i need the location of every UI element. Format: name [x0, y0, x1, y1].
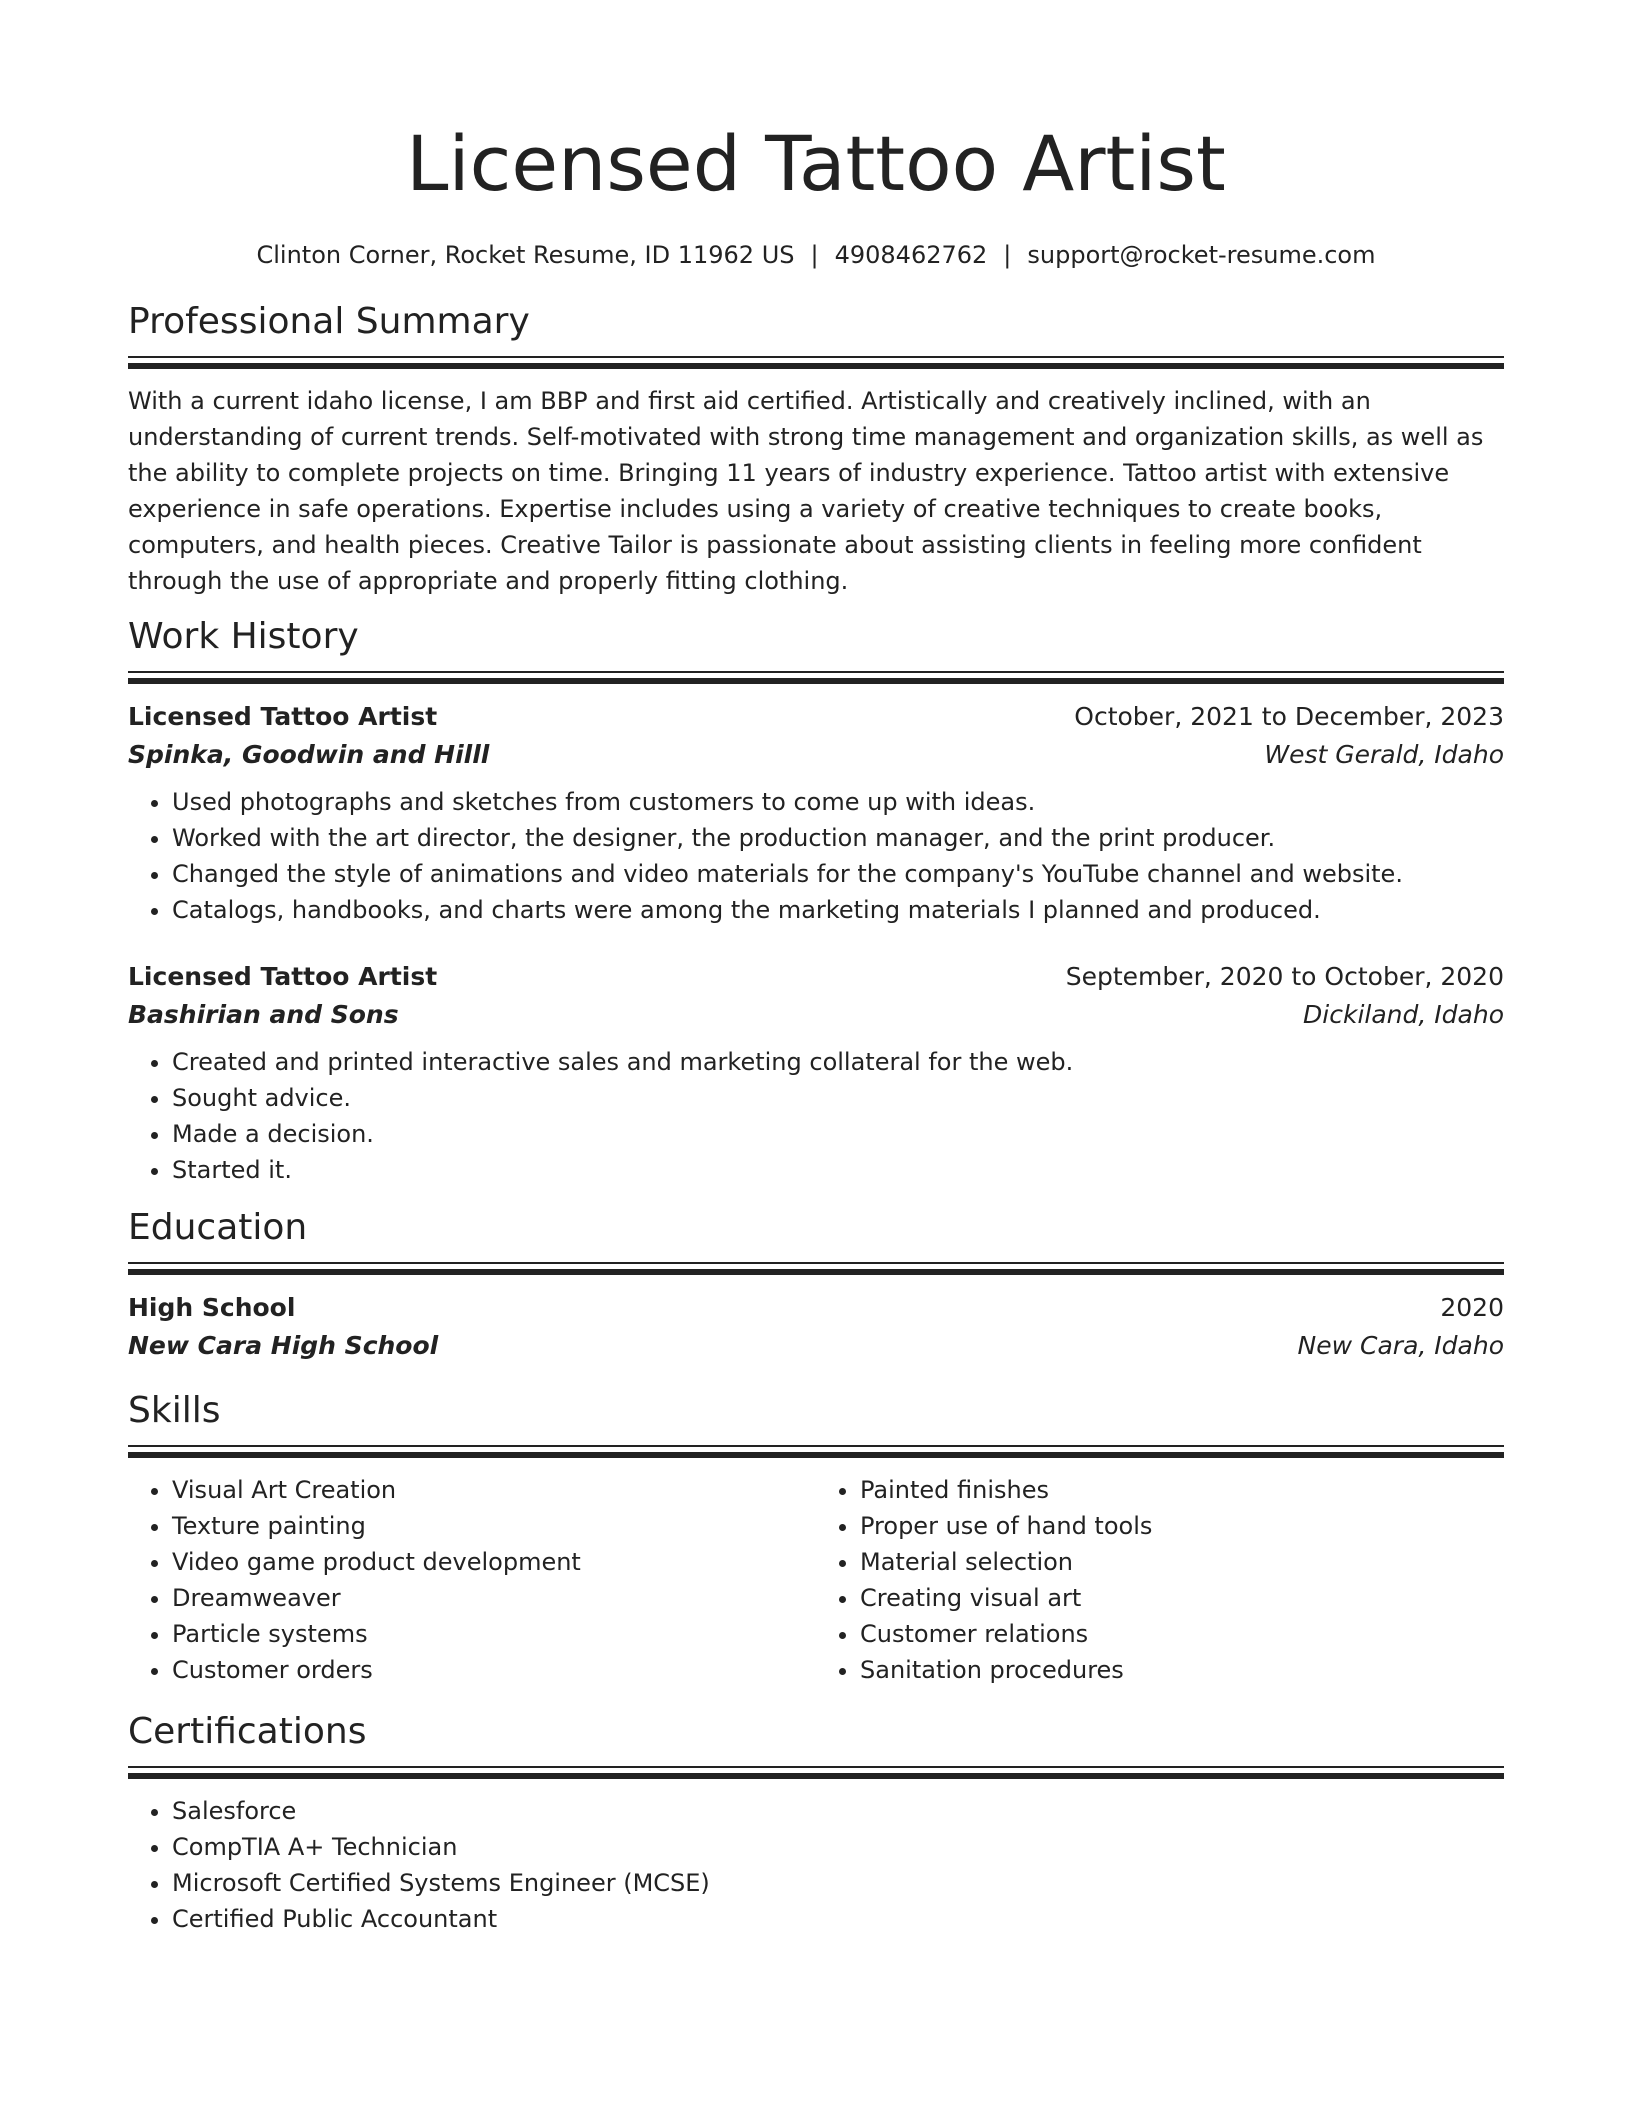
contact-line: [128, 238, 1504, 272]
contact-address: Clinton Corner, Rocket Resume, ID 11962 US: [256, 241, 795, 269]
section-divider: [128, 363, 1504, 369]
work-heading: Work History: [128, 616, 359, 657]
certifications-heading: Certifications: [128, 1711, 367, 1752]
list-item: • Made a decision.: [172, 1116, 1504, 1152]
job-entry: [128, 698, 1504, 928]
skill-item: • Painted finishes: [860, 1472, 1504, 1508]
job-header-row: [128, 698, 1504, 736]
certification-item: • CompTIA A+ Technician: [172, 1829, 1504, 1865]
education-year: 2020: [1440, 1293, 1504, 1322]
skill-item: • Creating visual art: [860, 1580, 1504, 1616]
list-item: • Used photographs and sketches from customers to come up with ideas.: [172, 784, 1504, 820]
certification-item: • Salesforce: [172, 1793, 1504, 1829]
skill-item: • Proper use of hand tools: [860, 1508, 1504, 1544]
education-school: New Cara High School: [128, 1331, 439, 1360]
list-item: • Changed the style of animations and video materials for the company's YouTube channel and website.: [172, 856, 1504, 892]
summary-heading: Professional Summary: [128, 301, 530, 342]
certification-item: • Microsoft Certified Systems Engineer (MCSE): [172, 1865, 1504, 1901]
list-item: • Catalogs, handbooks, and charts were among the marketing materials I planned and produced.: [172, 892, 1504, 928]
education-location: New Cara, Idaho: [1297, 1331, 1504, 1360]
contact-separator: |: [1003, 241, 1012, 269]
skills-section: [128, 1389, 1504, 1688]
section-divider: [128, 1269, 1504, 1275]
job-bullets: [128, 784, 1504, 928]
job-company: Bashirian and Sons: [128, 1000, 399, 1029]
list-item: • Worked with the art director, the designer, the production manager, and the print producer.: [172, 820, 1504, 856]
education-heading: Education: [128, 1207, 308, 1248]
skill-item: • Customer relations: [860, 1616, 1504, 1652]
skill-item: • Dreamweaver: [172, 1580, 816, 1616]
section-divider: [128, 1766, 1504, 1768]
list-item: • Sought advice.: [172, 1080, 1504, 1116]
section-divider: [128, 356, 1504, 358]
resume-name: Licensed Tattoo Artist: [406, 119, 1226, 208]
job-entry: [128, 958, 1504, 1188]
education-section: [128, 1206, 1504, 1365]
job-header-row: [128, 958, 1504, 996]
job-company-row: [128, 736, 1504, 774]
education-degree: High School: [128, 1293, 296, 1322]
section-divider: [128, 1452, 1504, 1458]
job-company-row: [128, 996, 1504, 1034]
skills-left-column: [128, 1472, 816, 1688]
skill-item: • Sanitation procedures: [860, 1652, 1504, 1688]
certification-item: • Certified Public Accountant: [172, 1901, 1504, 1937]
skill-item: • Particle systems: [172, 1616, 816, 1652]
contact-separator: |: [810, 241, 819, 269]
education-entry: [128, 1289, 1504, 1365]
job-location: West Gerald, Idaho: [1264, 740, 1504, 769]
certifications-section: [128, 1710, 1504, 1937]
contact-phone: 4908462762: [834, 241, 988, 269]
section-divider: [128, 1445, 1504, 1447]
list-item: • Started it.: [172, 1152, 1504, 1188]
job-title: Licensed Tattoo Artist: [128, 962, 438, 991]
certifications-list: [128, 1793, 1504, 1937]
skill-item: • Video game product development: [172, 1544, 816, 1580]
skill-item: • Texture painting: [172, 1508, 816, 1544]
list-item: • Created and printed interactive sales and marketing collateral for the web.: [172, 1044, 1504, 1080]
section-divider: [128, 1262, 1504, 1264]
section-divider: [128, 678, 1504, 684]
job-location: Dickiland, Idaho: [1303, 1000, 1504, 1029]
contact-email: support@rocket-resume.com: [1027, 241, 1376, 269]
skills-heading: Skills: [128, 1390, 221, 1431]
skill-item: • Visual Art Creation: [172, 1472, 816, 1508]
job-bullets: [128, 1044, 1504, 1188]
job-title: Licensed Tattoo Artist: [128, 702, 438, 731]
section-divider: [128, 671, 1504, 673]
work-section: [128, 615, 1504, 1188]
education-header-row: [128, 1289, 1504, 1327]
skills-grid: [128, 1472, 1504, 1688]
education-school-row: [128, 1327, 1504, 1365]
section-divider: [128, 1773, 1504, 1779]
skill-item: • Customer orders: [172, 1652, 816, 1688]
skill-item: • Material selection: [860, 1544, 1504, 1580]
job-dates: October, 2021 to December, 2023: [1074, 702, 1504, 731]
job-company: Spinka, Goodwin and Hilll: [128, 740, 490, 769]
summary-text: With a current idaho license, I am BBP and first aid certified. Artistically and creatively inclined, with an understanding of current trends. Self-motivated with strong time management and organization skills, as well as the ability to complete projects on time. Bringing 11 years of industry experience. Tattoo artist with extensive experience in safe operations. Expertise includes using a variety of creative techniques to create books, computers, and health pieces. Creative Tailor is passionate about assisting clients in feeling more confident through the use of appropriate and properly fitting clothing.: [128, 387, 1484, 595]
summary-section: [128, 300, 1504, 599]
skills-right-column: [816, 1472, 1504, 1688]
job-dates: September, 2020 to October, 2020: [1065, 962, 1504, 991]
